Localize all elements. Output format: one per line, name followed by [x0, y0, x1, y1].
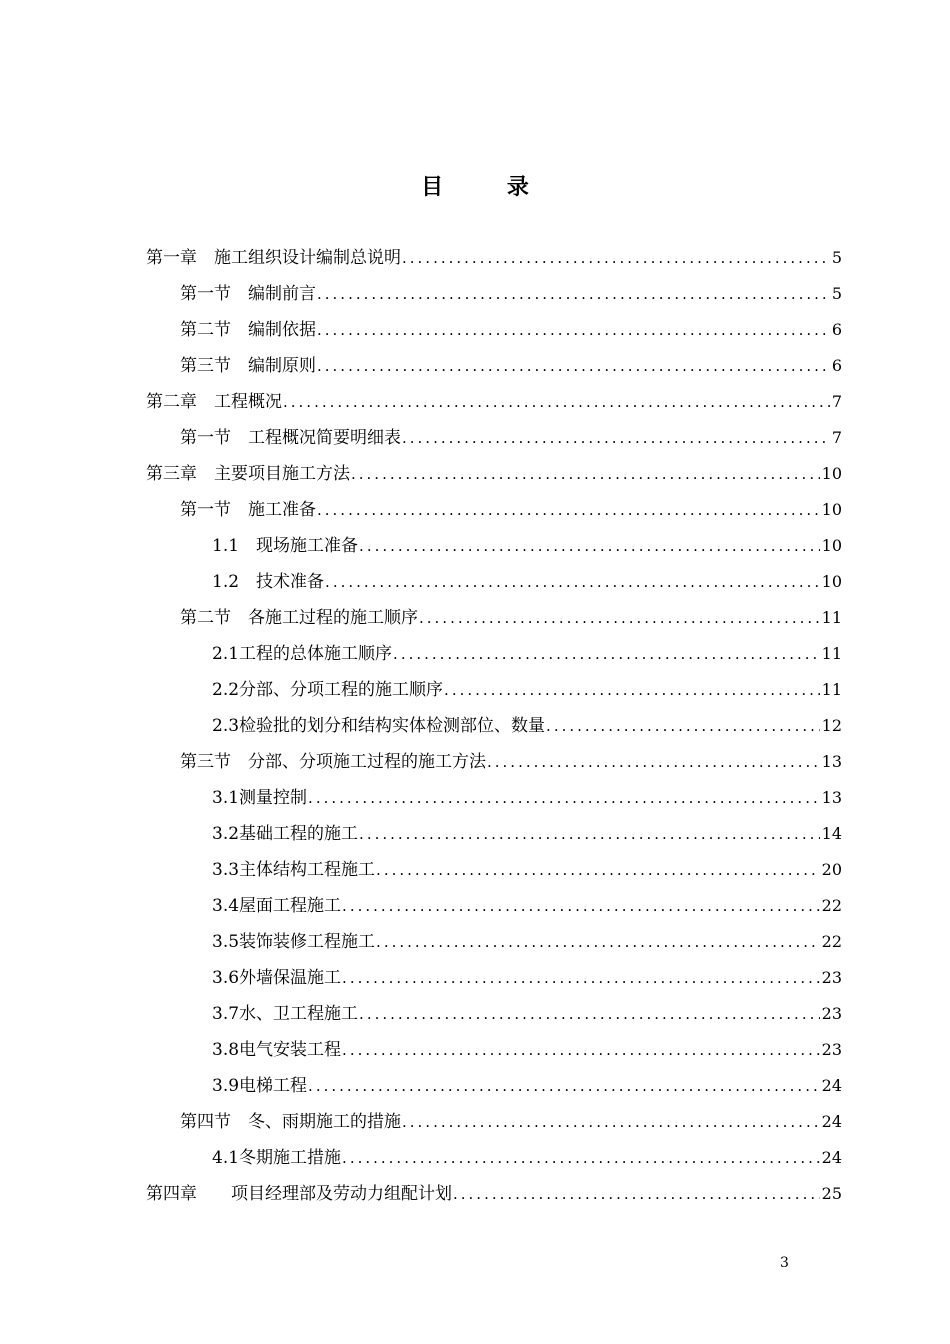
toc-entry-page: 24 [821, 1112, 842, 1131]
toc-entry[interactable] [146, 276, 842, 312]
toc-entry-page: 12 [821, 716, 842, 735]
toc-entry-label: 3.1测量控制 [212, 788, 308, 808]
toc-entry[interactable] [146, 780, 842, 816]
toc-entry[interactable] [146, 420, 842, 456]
toc-entry-label: 第四章 项目经理部及劳动力组配计划 [146, 1184, 452, 1204]
toc-entry[interactable] [146, 1140, 842, 1176]
toc-entry[interactable] [146, 528, 842, 564]
toc-entry-page: 14 [821, 824, 842, 843]
toc-entry[interactable] [146, 492, 842, 528]
toc-entry-page: 11 [821, 680, 842, 699]
toc-entry-label: 第二章 工程概况 [146, 392, 282, 412]
toc-entry-label: 第一节 编制前言 [180, 284, 316, 304]
table-of-contents [146, 240, 842, 1212]
toc-dot-leader [358, 528, 820, 564]
toc-dot-leader [341, 1140, 820, 1176]
toc-dot-leader [282, 384, 830, 420]
toc-entry[interactable] [146, 888, 842, 924]
toc-entry-page: 25 [821, 1184, 842, 1203]
toc-dot-leader [375, 924, 820, 960]
toc-entry[interactable] [146, 384, 842, 420]
toc-entry[interactable] [146, 816, 842, 852]
toc-dot-leader [341, 888, 820, 924]
toc-entry-page: 7 [831, 428, 842, 447]
toc-entry-label: 2.1工程的总体施工顺序 [212, 644, 393, 664]
toc-dot-leader [307, 780, 820, 816]
toc-dot-leader [316, 492, 820, 528]
toc-dot-leader [316, 312, 830, 348]
toc-entry-label: 3.3主体结构工程施工 [212, 860, 376, 880]
toc-entry-page: 5 [831, 248, 842, 267]
toc-entry-label: 第三节 分部、分项施工过程的施工方法 [180, 752, 486, 772]
toc-entry-label: 第四节 冬、雨期施工的措施 [180, 1112, 401, 1132]
toc-entry[interactable] [146, 240, 842, 276]
toc-dot-leader [324, 564, 820, 600]
toc-entry[interactable] [146, 960, 842, 996]
toc-entry-label: 1.2 技术准备 [212, 572, 325, 592]
toc-entry-label: 2.3检验批的划分和结构实体检测部位、数量 [212, 716, 546, 736]
toc-entry[interactable] [146, 1032, 842, 1068]
toc-entry-label: 3.7水、卫工程施工 [212, 1004, 359, 1024]
toc-entry-page: 23 [821, 1004, 842, 1023]
toc-entry-label: 4.1冬期施工措施 [212, 1148, 342, 1168]
toc-dot-leader [341, 1032, 820, 1068]
toc-dot-leader [443, 672, 820, 708]
toc-dot-leader [316, 348, 830, 384]
toc-dot-leader [401, 420, 830, 456]
toc-entry-label: 2.2分部、分项工程的施工顺序 [212, 680, 444, 700]
toc-entry-page: 5 [831, 284, 842, 303]
toc-entry-page: 13 [821, 788, 842, 807]
toc-entry[interactable] [146, 348, 842, 384]
toc-entry-page: 11 [821, 608, 842, 627]
toc-dot-leader [545, 708, 820, 744]
toc-entry-label: 第三节 编制原则 [180, 356, 316, 376]
toc-entry-page: 11 [821, 644, 842, 663]
toc-entry[interactable] [146, 1104, 842, 1140]
toc-entry[interactable] [146, 600, 842, 636]
toc-dot-leader [486, 744, 820, 780]
toc-entry[interactable] [146, 456, 842, 492]
toc-entry-label: 第二节 编制依据 [180, 320, 316, 340]
toc-entry-label: 第三章 主要项目施工方法 [146, 464, 350, 484]
toc-dot-leader [418, 600, 820, 636]
toc-entry-label: 3.5装饰装修工程施工 [212, 932, 376, 952]
toc-entry[interactable] [146, 744, 842, 780]
toc-entry-page: 10 [821, 500, 842, 519]
toc-entry[interactable] [146, 1068, 842, 1104]
toc-entry-page: 10 [821, 536, 842, 555]
toc-entry[interactable] [146, 852, 842, 888]
toc-dot-leader [452, 1176, 820, 1212]
toc-dot-leader [358, 996, 820, 1032]
toc-entry-page: 10 [821, 572, 842, 591]
toc-entry-label: 3.6外墙保温施工 [212, 968, 342, 988]
toc-entry[interactable] [146, 924, 842, 960]
toc-dot-leader [358, 816, 820, 852]
toc-entry-label: 第二节 各施工过程的施工顺序 [180, 608, 418, 628]
toc-entry[interactable] [146, 636, 842, 672]
toc-dot-leader [307, 1068, 820, 1104]
toc-entry-page: 6 [831, 320, 842, 339]
page-number: 3 [780, 1255, 789, 1271]
toc-entry-page: 13 [821, 752, 842, 771]
toc-entry-page: 23 [821, 1040, 842, 1059]
toc-dot-leader [350, 456, 820, 492]
toc-dot-leader [392, 636, 820, 672]
toc-entry-page: 23 [821, 968, 842, 987]
toc-entry-page: 7 [831, 392, 842, 411]
toc-entry[interactable] [146, 996, 842, 1032]
toc-entry-label: 第一章 施工组织设计编制总说明 [146, 248, 401, 268]
toc-entry[interactable] [146, 672, 842, 708]
toc-dot-leader [341, 960, 820, 996]
toc-entry-label: 1.1 现场施工准备 [212, 536, 359, 556]
toc-entry-label: 3.8电气安装工程 [212, 1040, 342, 1060]
toc-entry-label: 3.4屋面工程施工 [212, 896, 342, 916]
toc-entry-page: 24 [821, 1076, 842, 1095]
toc-entry-page: 6 [831, 356, 842, 375]
toc-dot-leader [401, 1104, 820, 1140]
toc-entry[interactable] [146, 708, 842, 744]
toc-entry-page: 20 [821, 860, 842, 879]
toc-entry-label: 第一节 施工准备 [180, 500, 316, 520]
toc-entry-label: 第一节 工程概况简要明细表 [180, 428, 401, 448]
toc-entry-label: 3.9电梯工程 [212, 1076, 308, 1096]
toc-entry-page: 22 [821, 896, 842, 915]
toc-dot-leader [316, 276, 830, 312]
toc-entry[interactable] [146, 564, 842, 600]
toc-title: 目 录 [421, 174, 557, 200]
toc-dot-leader [401, 240, 830, 276]
toc-entry[interactable] [146, 1176, 842, 1212]
toc-entry[interactable] [146, 312, 842, 348]
toc-entry-label: 3.2基础工程的施工 [212, 824, 359, 844]
toc-entry-page: 10 [821, 464, 842, 483]
toc-entry-page: 24 [821, 1148, 842, 1167]
toc-entry-page: 22 [821, 932, 842, 951]
toc-dot-leader [375, 852, 820, 888]
